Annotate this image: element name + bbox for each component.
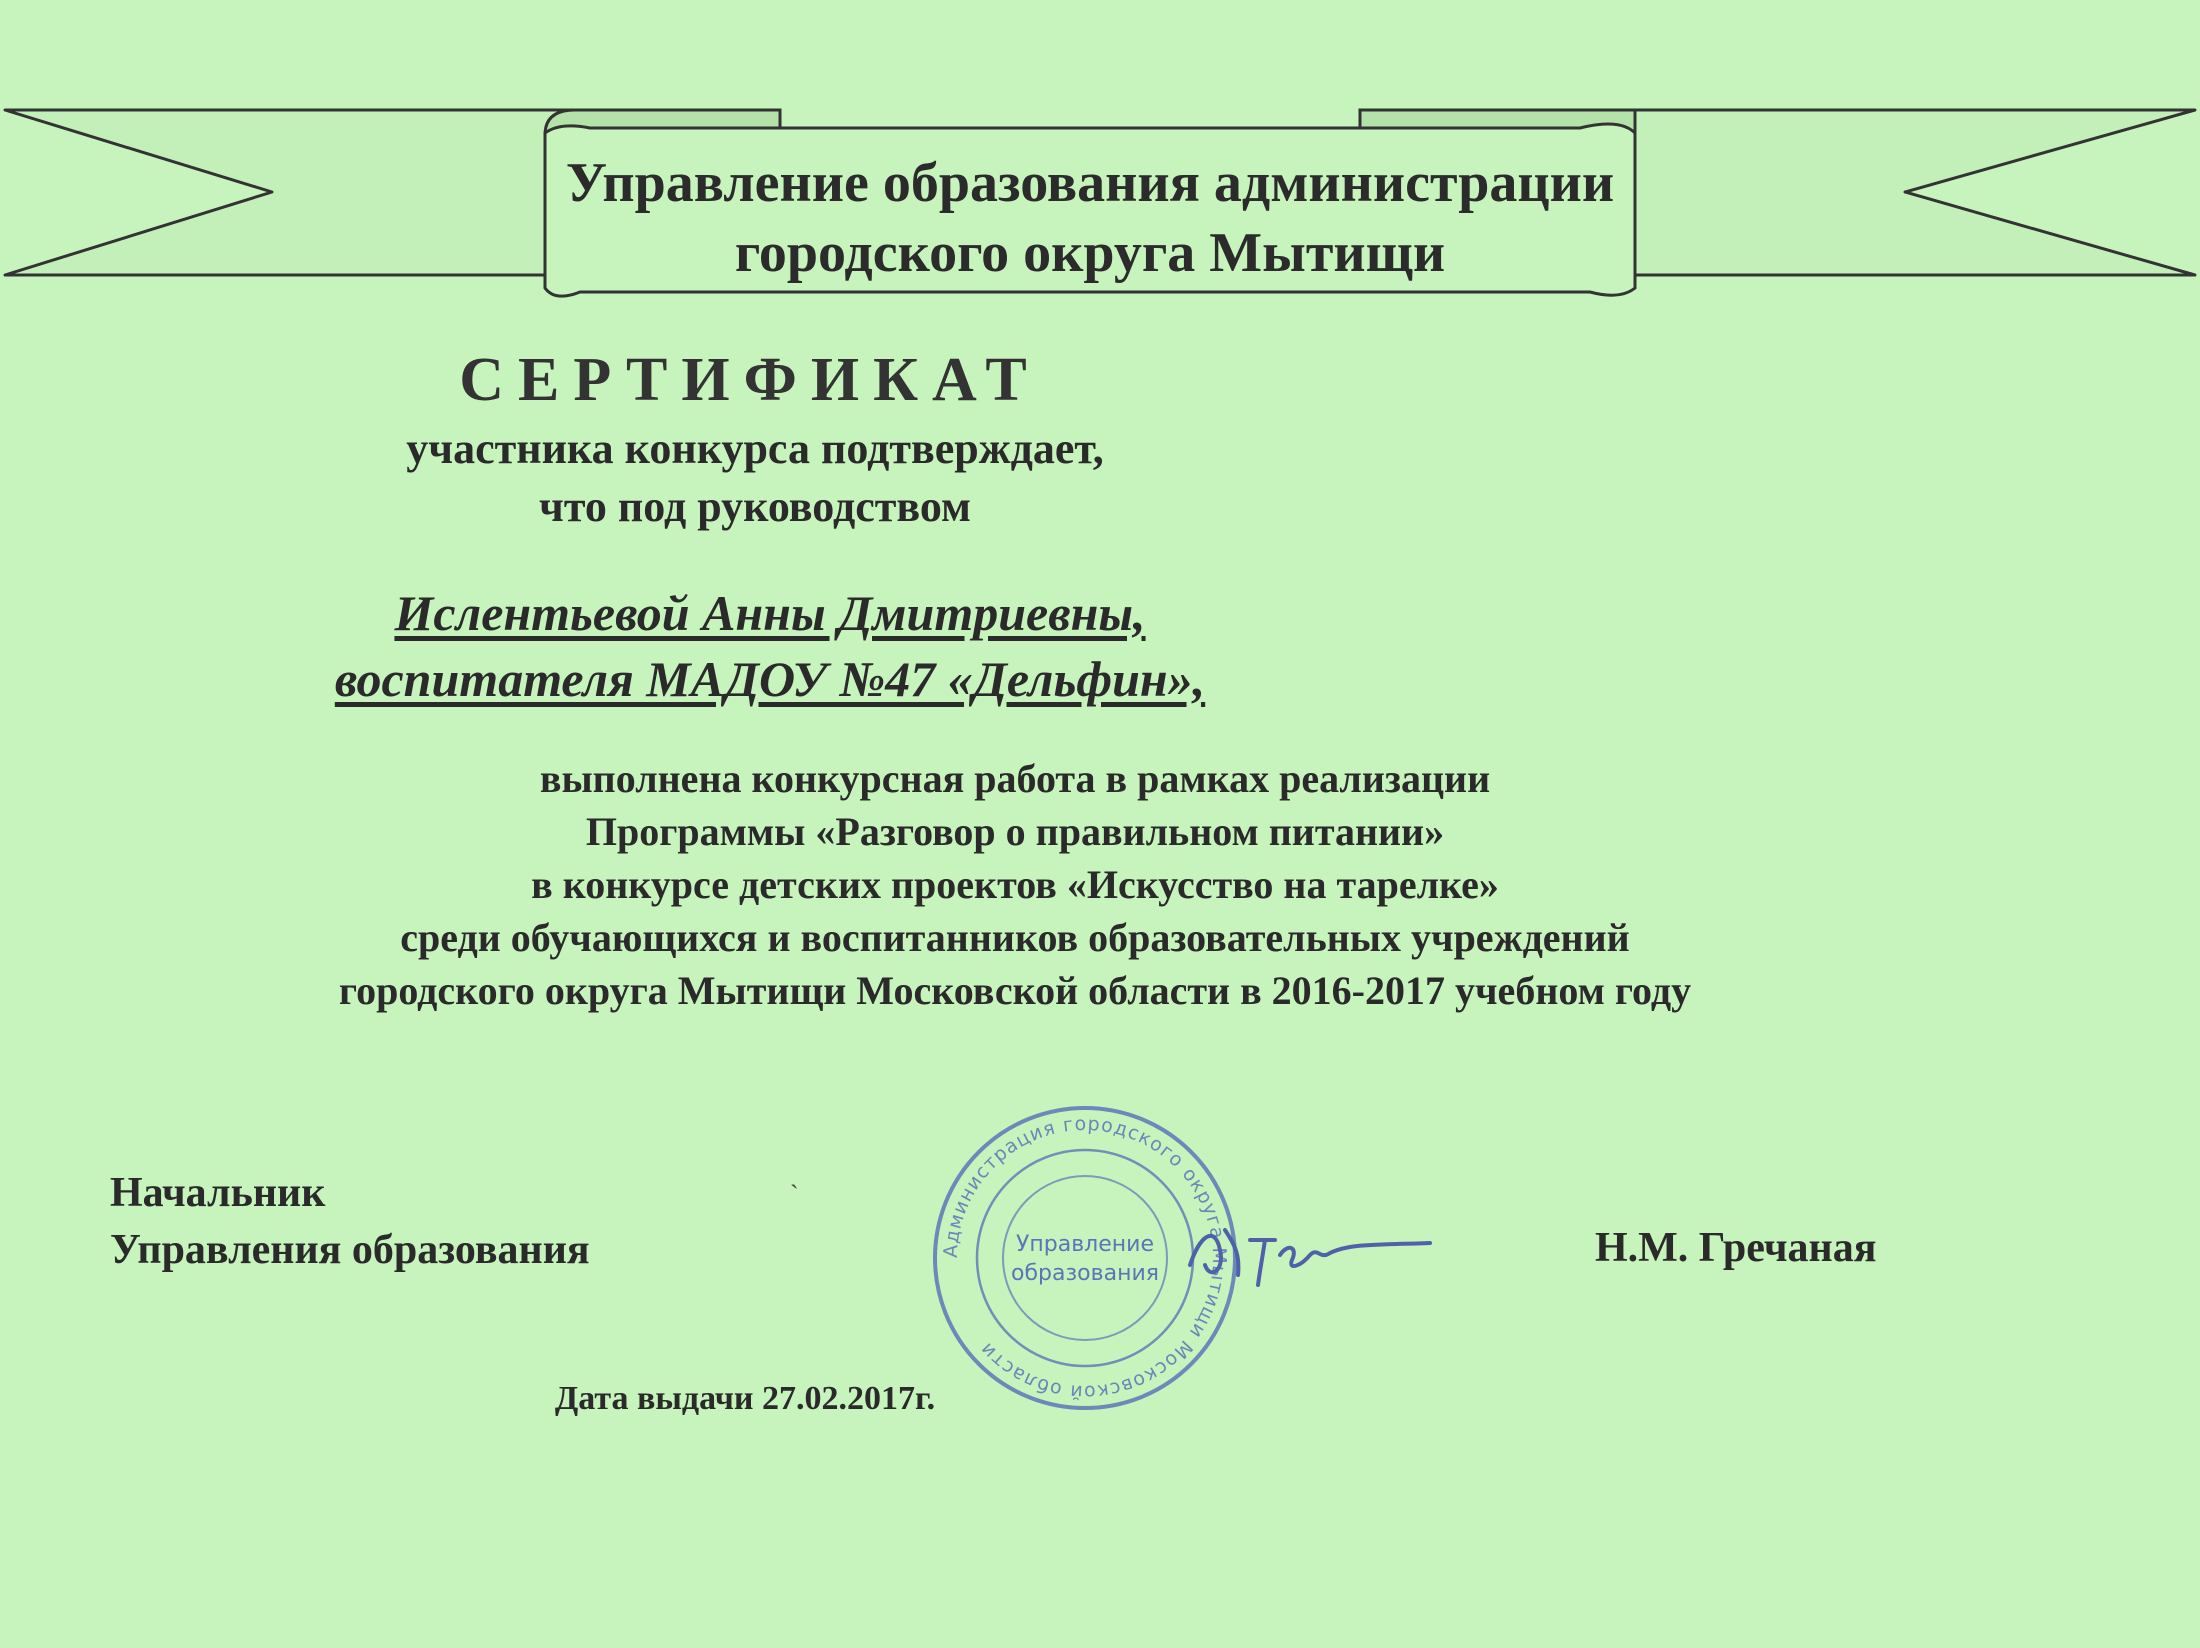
- body-line-3: в конкурсе детских проектов «Искусство на тарелке»: [531, 862, 1499, 907]
- recipient-position: воспитателя МАДОУ №47 «Дельфин»,: [334, 651, 1206, 707]
- signatory-title-line-2: Управления образования: [110, 1227, 590, 1273]
- stamp-ring-text: Администрация городского округа Мытищи Московской области: [939, 1112, 1231, 1404]
- signatory-title-line-1: Начальник: [110, 1170, 326, 1216]
- issuer-heading: [545, 148, 1635, 288]
- body-line-5: городского округа Мытищи Московской области в 2016-2017 учебном году: [338, 968, 1692, 1013]
- stamp-inner-ring: [1003, 1176, 1167, 1340]
- handwritten-signature: [1180, 1195, 1440, 1305]
- issuer-line-2: городского округа Мытищи: [734, 222, 1446, 284]
- issuer-line-1: Управление образования администрации: [565, 152, 1615, 214]
- signatory-name: Н.М. Гречаная: [1595, 1225, 1877, 1271]
- signatory-title: [110, 1165, 590, 1279]
- stamp-center-line-2: образования: [1011, 1261, 1159, 1286]
- stamp-center-line-1: Управление: [1015, 1232, 1155, 1257]
- ink-mark: ˏ: [790, 1160, 799, 1189]
- body-line-2: Программы «Разговор о правильном питании»: [585, 809, 1445, 854]
- recipient-block: [0, 580, 1540, 712]
- recipient-name: Ислентьевой Анны Дмитриевны,: [394, 585, 1146, 641]
- certificate-body: [0, 752, 2030, 1017]
- intro-line-1: участника конкурса подтверждает,: [406, 424, 1104, 473]
- body-line-4: среди обучающихся и воспитанников образовательных учреждений: [400, 915, 1630, 960]
- issue-date: Дата выдачи 27.02.2017г.: [554, 1380, 936, 1417]
- body-line-1: выполнена конкурсная работа в рамках реализации: [539, 756, 1491, 801]
- intro-line-2: что под руководством: [539, 482, 971, 531]
- certificate-intro: [0, 420, 1510, 536]
- certificate-title: СЕРТИФИКАТ: [459, 346, 1041, 414]
- stamp-middle-ring: [977, 1150, 1193, 1366]
